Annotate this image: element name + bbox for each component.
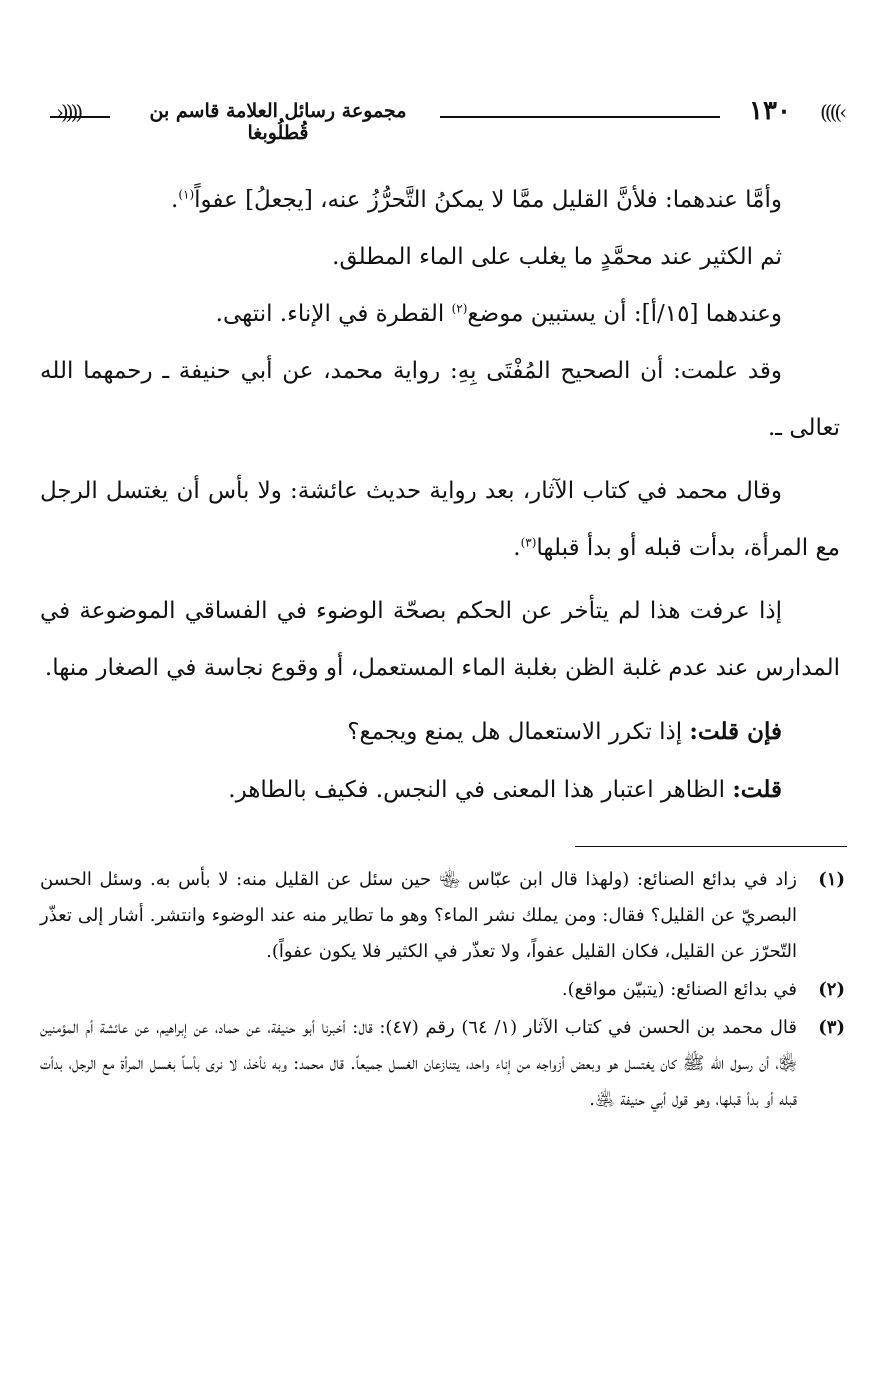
answer-label: قلت: xyxy=(732,776,782,803)
answer xyxy=(40,761,840,819)
answer-text: الظاهر اعتبار هذا المعنى في النجس. فكيف بالطاهر. xyxy=(228,777,733,803)
footnote xyxy=(40,1010,845,1118)
paragraph-end: . xyxy=(513,535,521,561)
footnote-ref: (٢) xyxy=(451,301,468,316)
footnote-number: (٢) xyxy=(818,979,845,1000)
footnote-text: زاد في بدائع الصنائع: (ولهذا قال ابن عبّاس ﵄ حين سئل عن القليل منه: لا بأس به. وسئل الحسن البصريّ عن القليل؟ فقال: ومن يملك نشر الماء؟ وهو ما تطاير منه عند الوضوء وانتشر. أشار إلى تعذّر التّحرّز عن القليل، فكان القليل عفواً، ولا تعذّر في الكثير فلا يكون عفواً). xyxy=(40,869,797,962)
question-text: إذا تكرر الاستعمال هل يمنع ويجمع؟ xyxy=(347,719,690,745)
footnote-text: في بدائع الصنائع: (يتبيّن مواقع). xyxy=(561,979,797,1000)
footnote-ref: (١) xyxy=(178,187,195,202)
paragraph-end: . xyxy=(171,187,179,213)
paragraph: ثم الكثير عند محمَّدٍ ما يغلب على الماء المطلق. xyxy=(332,244,782,270)
header-ornament-right: ((((‹ xyxy=(820,100,845,124)
page-number: ١٣٠ xyxy=(749,96,791,126)
paragraph: إذا عرفت هذا لم يتأخر عن الحكم بصحّة الوضوء في الفساقي الموضوعة في المدارس عند عدم غلبة الظن بغلبة الماء المستعمل، أو وقوع نجاسة في الصغار منها. xyxy=(40,598,840,681)
paragraph xyxy=(40,172,840,229)
header-ornament-left: ›)))) xyxy=(56,100,81,124)
header-rule-right xyxy=(440,116,720,118)
footnote-number: (٣) xyxy=(818,1017,845,1038)
footnote xyxy=(40,972,845,1008)
footnote-separator xyxy=(575,846,847,847)
question xyxy=(40,703,840,761)
running-title: مجموعة رسائل العلامة قاسم بن قُطلُوبغا xyxy=(149,100,407,144)
question-label: فإن قلت: xyxy=(689,718,782,745)
footnote-ref: (٣) xyxy=(520,535,537,550)
paragraph xyxy=(40,463,840,577)
footnote-number: (١) xyxy=(818,869,845,890)
paragraph-text: وأمَّا عندهما: فلأنَّ القليل ممَّا لا يمكنُ التَّحرُّزُ عنه، [يجعلُ] عفواً xyxy=(194,187,782,213)
footnote-text: قال محمد بن الحسن في كتاب الآثار (١/ ٦٤) رقم (٤٧): قال: أخبرنا أبو حنيفة، عن حماد، عن إبراهيم، عن عائشة أم المؤمنين ﵂، أن رسول الله ﷺ كان يغتسل هو وبعض أزواجه من إناء واحد، يتنازعان الغسل جميعاً. قال محمد: وبه نأخذ، لا نرى بأساً بغسل المرأة مع الرجل، بدأت قبله أو بدأ قبلها، وهو قول أبي حنيفة ﵁. xyxy=(40,1017,797,1110)
paragraph xyxy=(40,286,840,343)
paragraph-text: القطرة في الإناء. انتهى. xyxy=(215,301,452,327)
footnote xyxy=(40,862,845,970)
main-text xyxy=(40,172,840,819)
footnotes xyxy=(40,862,845,1120)
paragraph-text: وقال محمد في كتاب الآثار، بعد رواية حديث عائشة: ولا بأس أن يغتسل الرجل مع المرأة، بدأت قبله أو بدأ قبلها xyxy=(40,478,840,561)
paragraph-text: وعندهما [١٥/أ]: أن يستبين موضع xyxy=(467,301,782,327)
paragraph: وقد علمت: أن الصحيح المُفْتَى بِهِ: رواية محمد، عن أبي حنيفة ـ رحمهما الله تعالى ـ. xyxy=(40,358,840,441)
